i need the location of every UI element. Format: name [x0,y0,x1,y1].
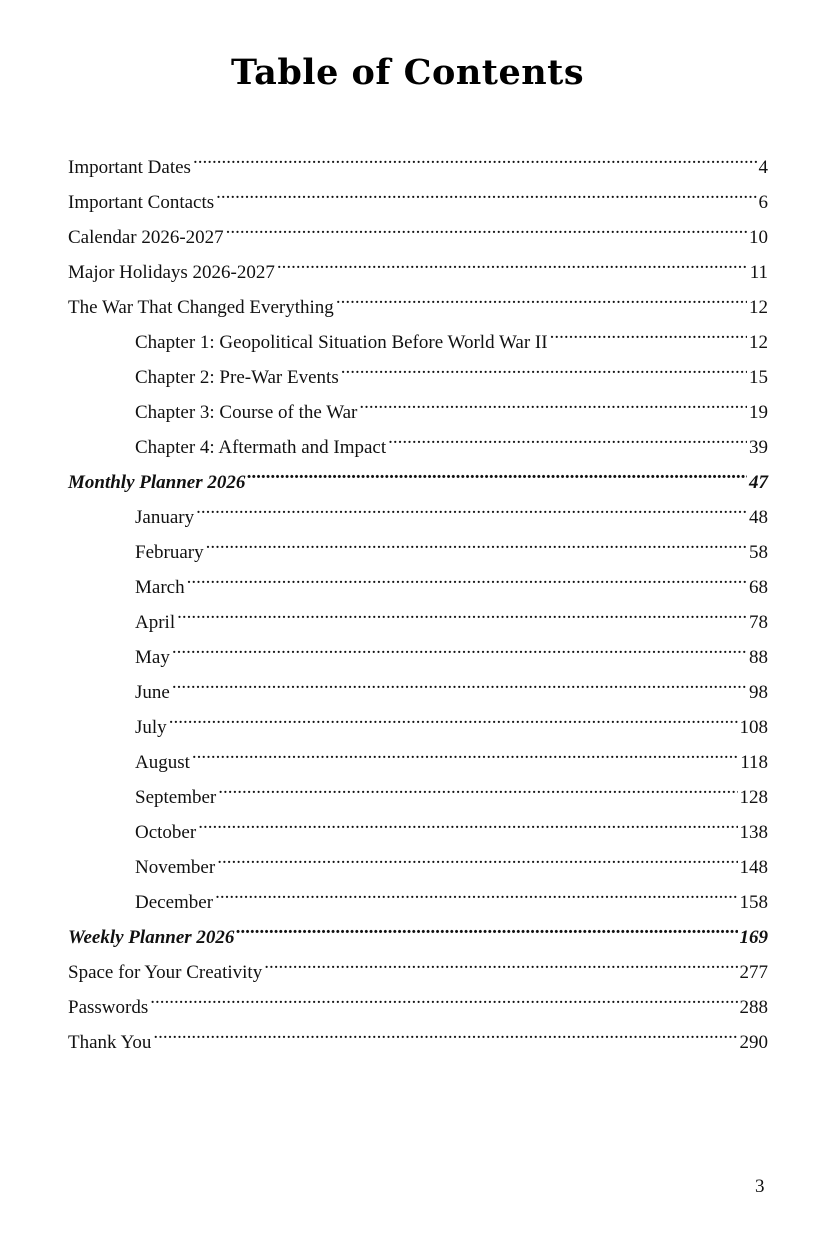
toc-entry-label: June [135,682,170,703]
dot-leader [217,853,737,873]
dot-leader [264,958,737,978]
toc-entry-label: Important Contacts [68,192,215,213]
toc-entry[interactable] [68,360,768,395]
dot-leader [388,433,747,453]
toc-entry[interactable] [68,150,768,185]
dot-leader [169,713,738,733]
toc-entry-page: 19 [749,402,768,423]
toc-entry-label: Chapter 1: Geopolitical Situation Before World War II [135,332,548,353]
toc-entry[interactable] [68,430,768,465]
toc-entry-label: Passwords [68,997,149,1018]
toc-entry-page: 68 [749,577,768,598]
toc-entry-label: February [135,542,204,563]
toc-entry-page: 4 [758,157,768,178]
toc-entry-label: January [135,507,195,528]
toc-entry-page: 78 [749,612,768,633]
toc-entry-page: 290 [739,1032,768,1053]
toc-entry-label: March [135,577,185,598]
toc-entry-label: May [135,647,170,668]
toc-entry[interactable] [68,500,768,535]
dot-leader [196,503,747,523]
dot-leader [215,888,737,908]
toc-entry-page: 6 [758,192,768,213]
toc-entry-page: 98 [749,682,768,703]
toc-list [68,150,768,1060]
dot-leader [550,328,747,348]
dot-leader [187,573,747,593]
toc-entry-label: The War That Changed Everything [68,297,334,318]
dot-leader [216,188,756,208]
toc-entry[interactable] [68,255,768,290]
toc-entry[interactable] [68,780,768,815]
dot-leader [206,538,747,558]
toc-entry-page: 48 [749,507,768,528]
dot-leader [192,748,738,768]
page-title: Table of Contents [230,52,585,93]
dot-leader [150,993,737,1013]
toc-entry-page: 108 [739,717,768,738]
toc-entry[interactable] [68,955,768,990]
toc-entry[interactable] [68,745,768,780]
toc-entry-page: 128 [739,787,768,808]
toc-entry-page: 58 [749,542,768,563]
toc-entry[interactable] [68,290,768,325]
toc-entry-page: 47 [749,472,768,493]
toc-entry[interactable] [68,570,768,605]
dot-leader [153,1028,737,1048]
toc-entry-label: Chapter 4: Aftermath and Impact [135,437,387,458]
toc-entry-label: April [135,612,176,633]
toc-entry-label: Space for Your Creativity [68,962,263,983]
toc-entry-label: December [135,892,214,913]
toc-entry[interactable] [68,1025,768,1060]
toc-entry[interactable] [68,990,768,1025]
toc-entry[interactable] [68,605,768,640]
toc-entry-page: 15 [749,367,768,388]
dot-leader [172,643,747,663]
toc-entry-label: Important Dates [68,157,191,178]
toc-entry-label: September [135,787,217,808]
toc-entry[interactable] [68,710,768,745]
toc-entry[interactable] [68,465,768,500]
toc-entry[interactable] [68,920,768,955]
toc-entry[interactable] [68,640,768,675]
toc-entry-label: Thank You [68,1032,152,1053]
toc-entry-page: 88 [749,647,768,668]
toc-entry-label: October [135,822,197,843]
dot-leader [336,293,747,313]
toc-entry[interactable] [68,675,768,710]
toc-entry[interactable] [68,220,768,255]
toc-entry-page: 12 [749,332,768,353]
toc-entry[interactable] [68,850,768,885]
dot-leader [177,608,747,628]
toc-entry-page: 138 [739,822,768,843]
toc-entry-page: 11 [749,262,768,283]
toc-entry-label: August [135,752,190,773]
toc-entry-page: 169 [739,927,768,948]
toc-entry-page: 158 [739,892,768,913]
toc-entry-label: Weekly Planner 2026 [68,927,235,948]
toc-entry[interactable] [68,185,768,220]
toc-entry-label: November [135,857,216,878]
page-number: 3 [755,1176,765,1197]
toc-entry-label: Calendar 2026-2027 [68,227,224,248]
dot-leader [172,678,747,698]
toc-entry[interactable] [68,325,768,360]
dot-leader [198,818,737,838]
toc-entry-page: 118 [740,752,768,773]
toc-entry-label: July [135,717,167,738]
toc-entry[interactable] [68,395,768,430]
dot-leader [247,468,747,488]
toc-entry[interactable] [68,885,768,920]
dot-leader [359,398,747,418]
dot-leader [193,153,757,173]
toc-entry-label: Major Holidays 2026-2027 [68,262,275,283]
toc-entry-page: 288 [739,997,768,1018]
toc-entry[interactable] [68,815,768,850]
dot-leader [341,363,747,383]
toc-entry-label: Monthly Planner 2026 [68,472,246,493]
toc-entry-label: Chapter 3: Course of the War [135,402,358,423]
toc-entry-page: 148 [739,857,768,878]
dot-leader [277,258,748,278]
toc-entry[interactable] [68,535,768,570]
toc-entry-page: 39 [749,437,768,458]
toc-entry-page: 12 [749,297,768,318]
toc-entry-page: 277 [739,962,768,983]
dot-leader [236,923,737,943]
dot-leader [226,223,747,243]
dot-leader [218,783,737,803]
toc-entry-label: Chapter 2: Pre-War Events [135,367,339,388]
toc-entry-page: 10 [749,227,768,248]
